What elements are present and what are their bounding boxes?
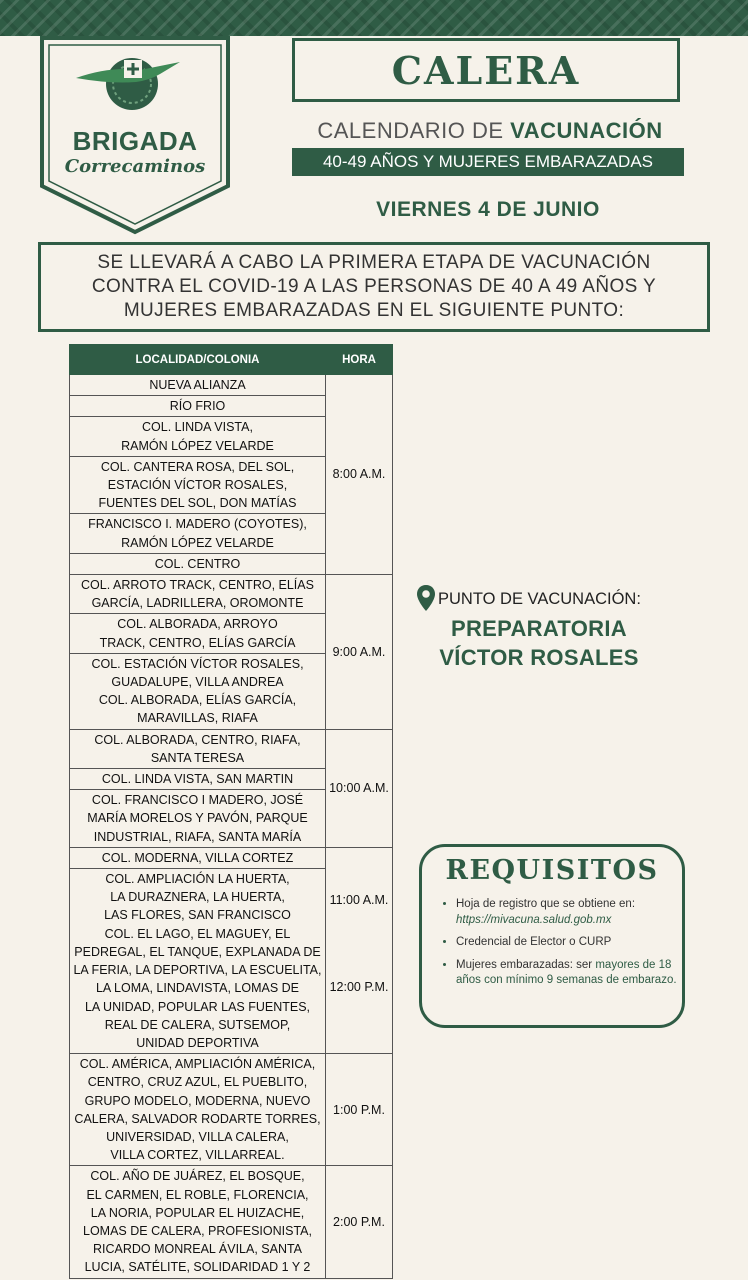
vaccination-point-text: PUNTO DE VACUNACIÓN:	[438, 590, 641, 608]
locality-cell	[70, 769, 326, 790]
time-cell: 9:00 A.M.	[326, 575, 393, 730]
brigada-correcaminos-badge	[40, 36, 230, 236]
venue-line: VÍCTOR ROSALES	[439, 645, 639, 670]
locality-line: LA NORIA, POPULAR EL HUIZACHE,	[90, 1205, 305, 1220]
locality-line: COL. CENTRO	[154, 556, 241, 571]
locality-line: SANTA TERESA	[150, 750, 245, 765]
table-header-row	[70, 345, 393, 375]
locality-line: COL. CANTERA ROSA, DEL SOL,	[100, 459, 295, 474]
requirement-text: Mujeres embarazadas: ser	[456, 958, 596, 971]
event-date: VIERNES 4 DE JUNIO	[376, 198, 600, 221]
time-cell: 2:00 P.M.	[326, 1166, 393, 1278]
locality-line: VILLA CORTEZ, VILLARREAL.	[110, 1148, 285, 1163]
time-cell: 10:00 A.M.	[326, 729, 393, 847]
age-group-banner: 40-49 AÑOS Y MUJERES EMBARAZADAS	[292, 148, 684, 176]
locality-cell	[70, 790, 326, 848]
locality-line: COL. AMPLIACIÓN LA HUERTA,	[105, 872, 290, 887]
locality-line: RICARDO MONREAL ÁVILA, SANTA	[92, 1242, 303, 1257]
locality-line: CALERA, SALVADOR RODARTE TORRES,	[74, 1111, 321, 1126]
table-row	[70, 1054, 393, 1166]
requirement-item	[456, 958, 680, 989]
locality-cell	[70, 375, 326, 396]
table-row	[70, 575, 393, 614]
intro-line: SE LLEVARÁ A CABO LA PRIMERA ETAPA DE VACUNACIÓN	[97, 252, 651, 273]
locality-cell	[70, 1166, 326, 1278]
time-cell: 8:00 A.M.	[326, 375, 393, 575]
registration-link[interactable]: https://mivacuna.salud.gob.mx	[456, 913, 612, 926]
locality-line: CENTRO, CRUZ AZUL, EL PUEBLITO,	[87, 1075, 308, 1090]
requirements-box	[419, 844, 685, 1028]
table-row	[70, 729, 393, 768]
locality-cell	[70, 553, 326, 574]
locality-cell	[70, 417, 326, 456]
column-header-time: HORA	[326, 345, 393, 375]
locality-cell	[70, 575, 326, 614]
requirement-highlight: mayores de 18 años con mínimo 9 semanas de embarazo.	[456, 958, 677, 986]
locality-line: LA FERIA, LA DEPORTIVA, LA ESCUELITA,	[73, 963, 322, 978]
requirement-item: • Credencial de Elector o CURP	[456, 935, 680, 951]
locality-line: COL. ARROTO TRACK, CENTRO, ELÍAS	[81, 578, 314, 593]
time-cell-stacked	[326, 847, 393, 1053]
locality-line: COL. ALBORADA, ELÍAS GARCÍA,	[98, 693, 297, 708]
requirement-text: Hoja de registro que se obtiene en:	[456, 898, 636, 910]
locality-line: FRANCISCO I. MADERO (COYOTES),	[88, 517, 307, 532]
locality-line: PEDREGAL, EL TANQUE, EXPLANADA DE	[74, 944, 321, 959]
requirements-title: REQUISITOS	[445, 855, 659, 886]
locality-cell	[70, 729, 326, 768]
locality-cell	[70, 1054, 326, 1166]
locality-cell	[70, 396, 326, 417]
badge-subtitle: Correcaminos	[64, 156, 206, 177]
locality-line: NUEVA ALIANZA	[149, 378, 246, 392]
requirement-item	[456, 897, 680, 928]
locality-line: REAL DE CALERA, SUTSEMOP,	[104, 1017, 291, 1032]
locality-line: COL. AÑO DE JUÁREZ, EL BOSQUE,	[90, 1169, 305, 1184]
calendar-subtitle-prefix: CALENDARIO DE	[317, 118, 511, 143]
venue-name	[414, 614, 664, 672]
requirements-list	[444, 897, 680, 996]
locality-line: LOMAS DE CALERA, PROFESIONISTA,	[83, 1223, 312, 1238]
locality-line: COL. EL LAGO, EL MAGUEY, EL	[104, 926, 291, 941]
locality-line: LAS FLORES, SAN FRANCISCO	[104, 908, 291, 923]
locality-line: COL. AMÉRICA, AMPLIACIÓN AMÉRICA,	[79, 1057, 316, 1072]
locality-cell	[70, 614, 326, 653]
time-cell: 1:00 P.M.	[326, 1054, 393, 1166]
locality-line: RAMÓN LÓPEZ VELARDE	[121, 438, 274, 453]
locality-line: COL. LINDA VISTA,	[142, 420, 253, 435]
time-cell: 11:00 A.M.	[329, 893, 389, 908]
locality-cell	[70, 869, 326, 1054]
table-row	[70, 375, 393, 396]
locality-line: COL. FRANCISCO I MADERO, JOSÉ	[91, 793, 304, 808]
locality-line: ESTACIÓN VÍCTOR ROSALES,	[107, 478, 288, 493]
locality-line: EL CARMEN, EL ROBLE, FLORENCIA,	[86, 1187, 309, 1202]
locality-line: COL. LINDA VISTA, SAN MARTIN	[101, 772, 294, 787]
city-title: CALERA	[391, 47, 581, 93]
locality-cell	[70, 847, 326, 868]
calendar-subtitle	[292, 118, 688, 144]
badge-title: BRIGADA	[72, 126, 198, 156]
intro-line: MUJERES EMBARAZADAS EN EL SIGUIENTE PUNTO:	[123, 300, 625, 321]
locality-line: INDUSTRIAL, RIAFA, SANTA MARÍA	[93, 829, 302, 844]
time-cell: 12:00 P.M.	[329, 980, 389, 995]
locality-line: MARÍA MORELOS Y PAVÓN, PARQUE	[87, 811, 308, 826]
locality-cell	[70, 653, 326, 729]
locality-line: LA LOMA, LINDAVISTA, LOMAS DE	[95, 981, 300, 996]
locality-line: GARCÍA, LADRILLERA, OROMONTE	[91, 596, 304, 611]
table-row	[70, 1166, 393, 1278]
locality-line: COL. ESTACIÓN VÍCTOR ROSALES,	[91, 656, 304, 671]
calendar-subtitle-bold: VACUNACIÓN	[510, 118, 663, 143]
schedule-table	[69, 344, 393, 1279]
locality-line: LA UNIDAD, POPULAR LAS FUENTES,	[84, 999, 311, 1014]
locality-line: LUCIA, SATÉLITE, SOLIDARIDAD 1 Y 2	[84, 1260, 311, 1275]
map-pin-icon	[416, 584, 436, 612]
locality-line: GUADALUPE, VILLA ANDREA	[111, 675, 284, 690]
decorative-top-band	[0, 0, 748, 36]
locality-line: FUENTES DEL SOL, DON MATÍAS	[98, 496, 297, 511]
locality-cell	[70, 456, 326, 514]
intro-line: CONTRA EL COVID-19 A LAS PERSONAS DE 40 A 49 AÑOS Y	[91, 276, 657, 297]
locality-line: LA DURAZNERA, LA HUERTA,	[110, 890, 285, 905]
locality-line: COL. ALBORADA, ARROYO	[117, 617, 278, 632]
locality-line: RAMÓN LÓPEZ VELARDE	[121, 535, 274, 550]
vaccination-point-label	[416, 584, 666, 614]
locality-line: COL. MODERNA, VILLA CORTEZ	[101, 850, 294, 865]
locality-line: UNIVERSIDAD, VILLA CALERA,	[106, 1129, 289, 1144]
column-header-locality: LOCALIDAD/COLONIA	[70, 345, 326, 375]
locality-line: UNIDAD DEPORTIVA	[136, 1035, 259, 1050]
locality-line: TRACK, CENTRO, ELÍAS GARCÍA	[99, 635, 296, 650]
locality-line: GRUPO MODELO, MODERNA, NUEVO	[84, 1093, 311, 1108]
table-row	[70, 847, 393, 868]
locality-cell	[70, 514, 326, 553]
city-title-box	[292, 38, 680, 102]
locality-line: COL. ALBORADA, CENTRO, RIAFA,	[94, 732, 301, 747]
venue-line: PREPARATORIA	[451, 616, 627, 641]
locality-line: MARAVILLAS, RIAFA	[137, 711, 258, 726]
locality-line: RÍO FRIO	[169, 399, 226, 414]
intro-notice-box	[38, 242, 710, 332]
